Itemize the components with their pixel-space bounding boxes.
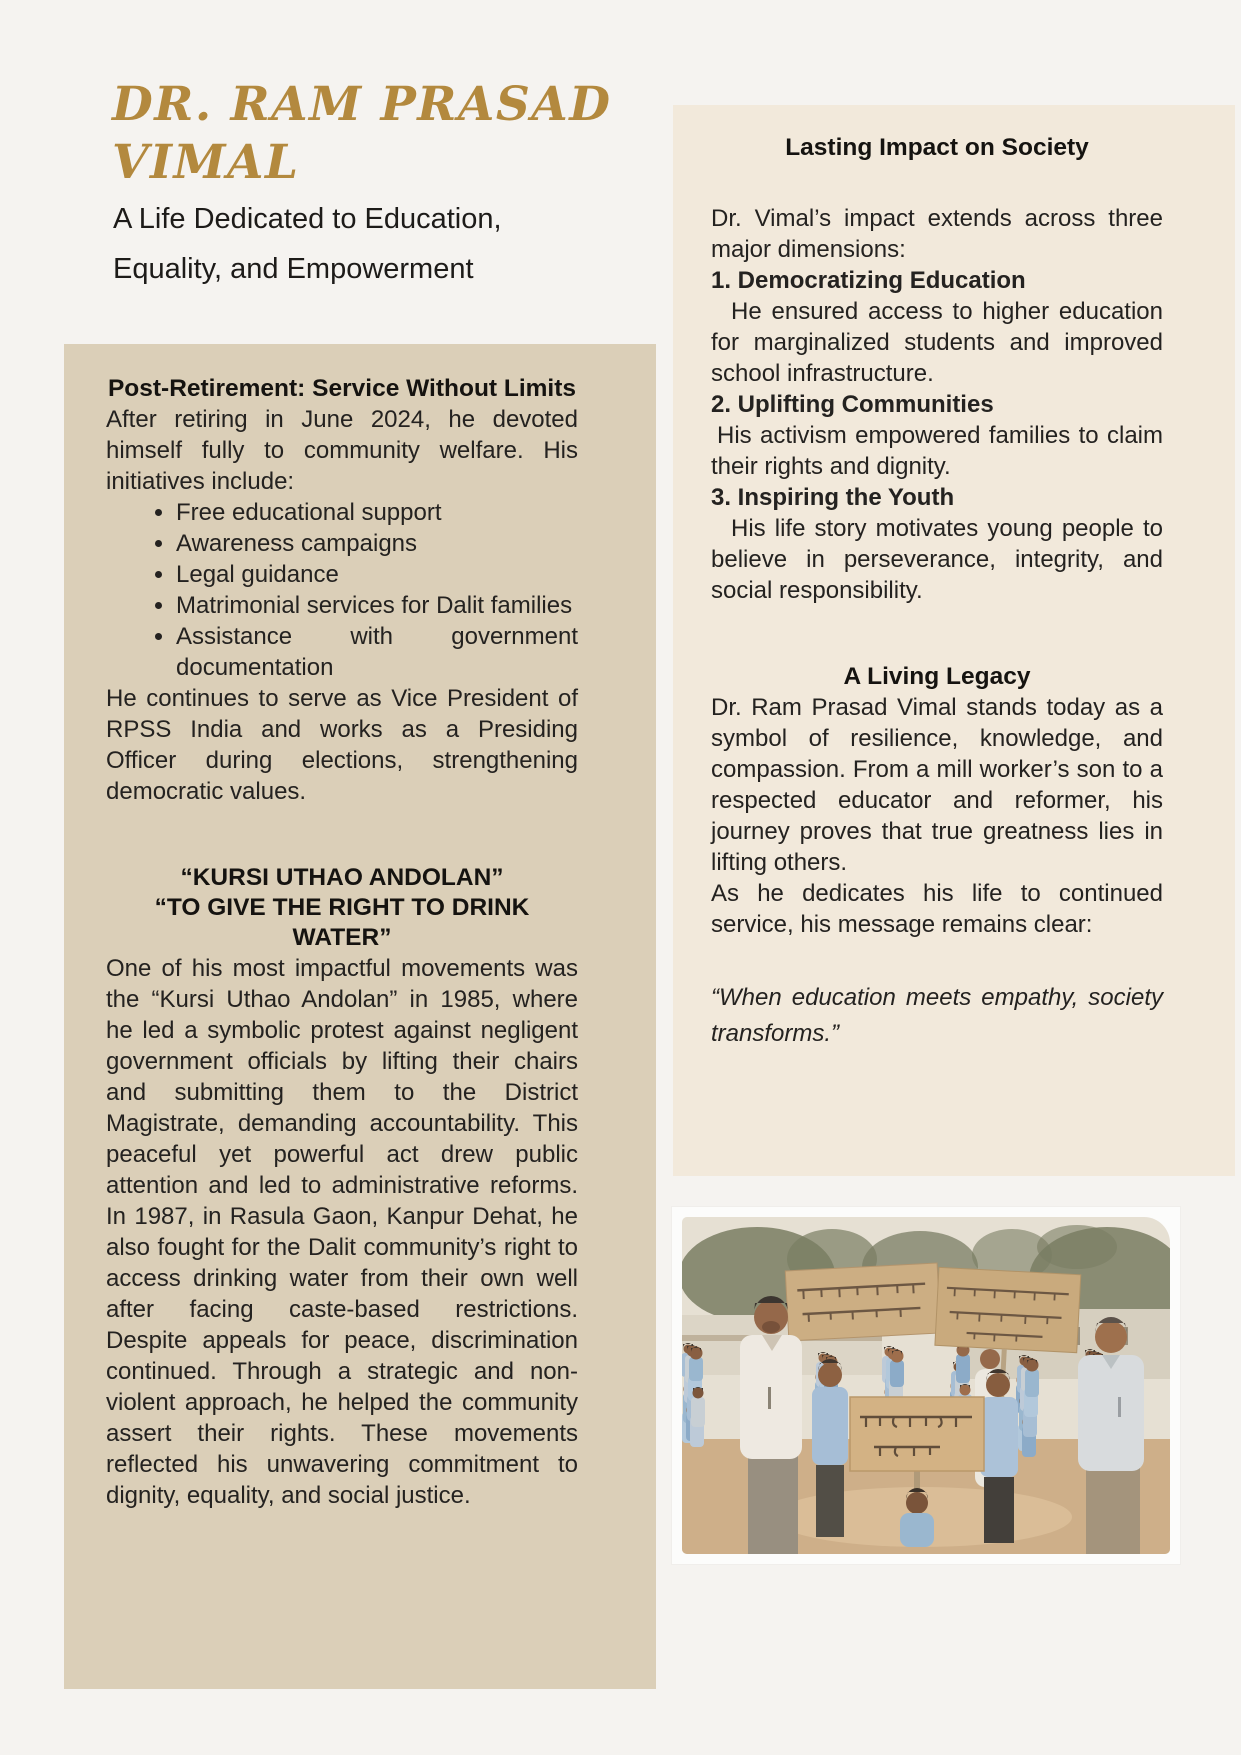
page-title-line1: DR. RAM PRASAD [112,77,612,132]
impact-point-text: He ensured access to higher education for marginalized students and improved school infrastructure. [711,298,1163,387]
impact-point-label: 3. Inspiring the Youth [711,484,955,511]
legacy-body: Dr. Ram Prasad Vimal stands today as a symbol of resilience, knowledge, and compassion. From a mill worker’s son to a respected educator and reformer, his journey proves that true greatness lies in lifting others. [711,694,1163,876]
retirement-intro: After retiring in June 2024, he devoted himself fully to community welfare. His initiatives include: [106,406,578,495]
impact-point-label: 1. Democratizing Education [711,267,1026,294]
impact-point-text: His activism empowered families to claim their rights and dignity. [711,422,1163,480]
retirement-heading: Post-Retirement: Service Without Limits [107,375,577,402]
page-subtitle-line1: A Life Dedicated to Education, [113,203,502,235]
impact-point-label: 2. Uplifting Communities [711,391,994,418]
left-content-panel [64,344,656,1689]
page-subtitle [113,194,613,294]
page-title [112,76,672,192]
movement-heading-line2: “TO GIVE THE RIGHT TO DRINK WATER” [154,894,530,951]
list-item: • Assistance with government documentation [176,621,578,683]
list-item: • Legal guidance [176,559,578,590]
protest-photo-frame [672,1207,1180,1564]
impact-point-text: His life story motivates young people to believe in perseverance, integrity, and social responsibility. [711,515,1163,604]
retirement-outro: He continues to serve as Vice President of RPSS India and works as a Presiding Officer during elections, strengthening democratic values. [106,685,578,805]
page-subtitle-line2: Equality, and Empowerment [113,253,474,285]
list-item: • Awareness campaigns [176,528,578,559]
spacer [106,807,578,863]
legacy-heading: A Living Legacy [843,663,1031,690]
spacer [711,606,1163,662]
page-title-line2: VIMAL [112,135,300,190]
movement-heading-line1: “KURSI UTHAO ANDOLAN” [180,864,504,891]
list-item: • Free educational support [176,497,578,528]
impact-intro: Dr. Vimal’s impact extends across three major dimensions: [711,205,1163,263]
list-item: • Matrimonial services for Dalit families [176,590,578,621]
protest-photo [682,1217,1170,1554]
photo-fade-overlay [682,1217,1170,1554]
legacy-quote: “When education meets empathy, society transforms.” [711,984,1163,1047]
spacer [711,163,1163,203]
right-content-panel [673,105,1235,1176]
spacer [711,940,1163,980]
movement-body: One of his most impactful movements was the “Kursi Uthao Andolan” in 1985, where he led a symbolic protest against negligent government officials by lifting their chairs and submitting them to the District Magistrate, demanding accountability. This peaceful yet powerful act drew public attention and led to administrative reforms. In 1987, in Rasula Gaon, Kanpur Dehat, he also fought for the Dalit community’s right to access drinking water from their own well after facing caste-based restrictions. Despite appeals for peace, discrimination continued. Through a strategic and non-violent approach, he helped the community assert their rights. These movements reflected his unwavering commitment to dignity, equality, and social justice. [106,955,578,1509]
retirement-bullet-list [106,497,578,683]
impact-heading: Lasting Impact on Society [785,134,1089,161]
legacy-body2: As he dedicates his life to continued service, his message remains clear: [711,880,1163,938]
